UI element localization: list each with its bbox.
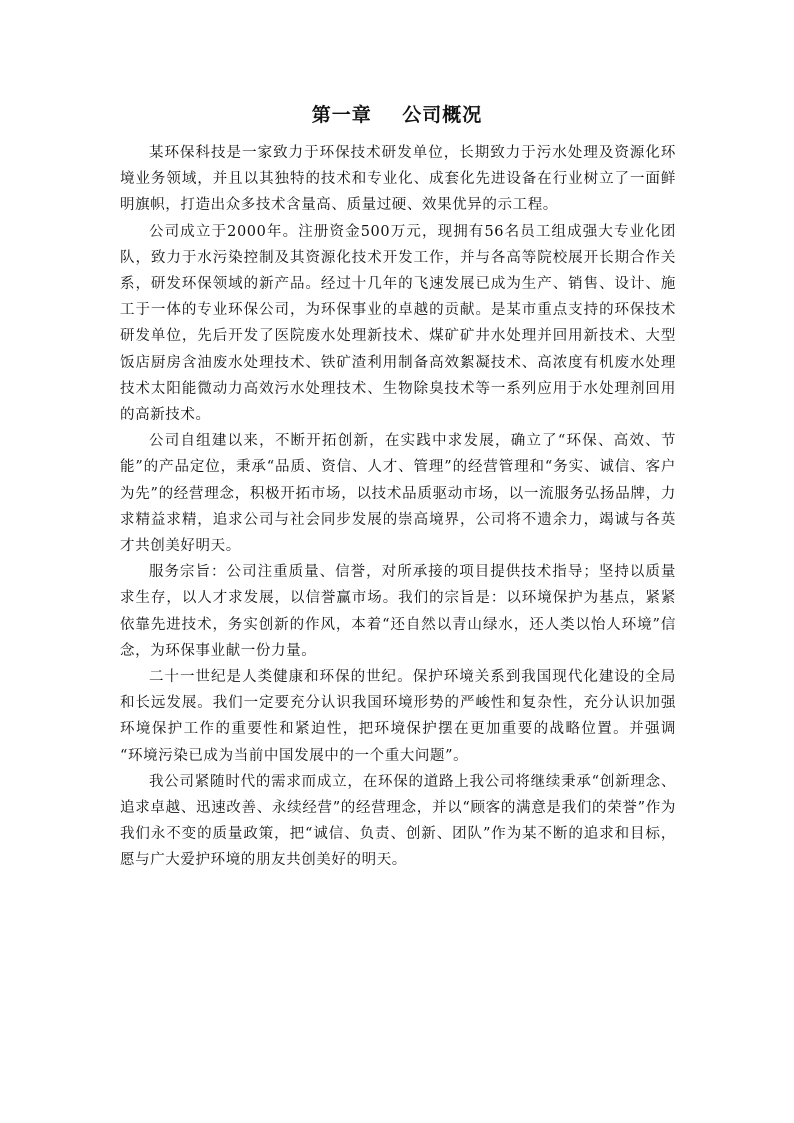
- paragraph-environment-century: 二十一世纪是人类健康和环保的世纪。保护环境关系到我国现代化建设的全局和长远发展。我们一定要充分认识我国环境形势的严峻性和复杂性，充分认识加强环境保护工作的重要性和紧迫性，把环境保护摆在更加重要的战略位置。并强调 “环境污染已成为当前中国发展中的一个重大问题”。: [120, 669, 676, 764]
- paragraph-service-tenet: 服务宗旨：公司注重质量、信誉，对所承接的项目提供技术指导；坚持以质量求生存，以人才求发展，以信誉赢市场。我们的宗旨是：以环境保护为基点，紧紧依靠先进技术，务实创新的作风，本着“还自然以青山绿水，还人类以怡人环境”信念，为环保事业献一份力量。: [120, 564, 676, 659]
- body-text: [120, 140, 676, 874]
- paragraph-founding: 公司成立于2000年。注册资金500万元，现拥有56名员工组成强大专业化团队，致力于水污染控制及其资源化技术开发工作，并与各高等院校展开长期合作关系，研发环保领域的新产品。经过十几年的飞速发展已成为生产、销售、设计、施工于一体的专业环保公司，为环保事业的卓越的贡献。是某市重点支持的环保技术研发单位，先后开发了医院废水处理新技术、煤矿矿井水处理并回用新技术、大型饭店厨房含油废水处理技术、铁矿渣利用制备高效絮凝技术、高浓度有机废水处理技术太阳能微动力高效污水处理技术、生物除臭技术等一系列应用于水处理剂回用的高新技术。: [120, 223, 676, 424]
- paragraph-philosophy: 公司自组建以来，不断开拓创新，在实践中求发展，确立了“环保、高效、节能”的产品定位，秉承“品质、资信、人才、管理”的经营管理和“务实、诚信、客户为先”的经营理念，积极开拓市场，以技术品质驱动市场，以一流服务弘扬品牌，力求精益求精，追求公司与社会同步发展的崇高境界，公司将不遗余力，竭诚与各英才共创美好明天。: [120, 433, 676, 555]
- paragraph-future: 我公司紧随时代的需求而成立，在环保的道路上我公司将继续秉承“创新理念、追求卓越、迅速改善、永续经营”的经营理念，并以“顾客的满意是我们的荣誉”作为我们永不变的质量政策，把“诚信、负责、创新、团队”作为某不断的追求和目标，愿与广大爱护环境的朋友共创美好的明天。: [120, 773, 676, 869]
- paragraph-intro: 某环保科技是一家致力于环保技术研发单位，长期致力于污水处理及资源化环境业务领域，并且以其独特的技术和专业化、成套化先进设备在行业树立了一面鲜明旗帜，打造出众多技术含量高、质量过硬、效果优异的示工程。: [120, 145, 676, 214]
- chapter-title: 第一章 公司概况: [311, 104, 483, 126]
